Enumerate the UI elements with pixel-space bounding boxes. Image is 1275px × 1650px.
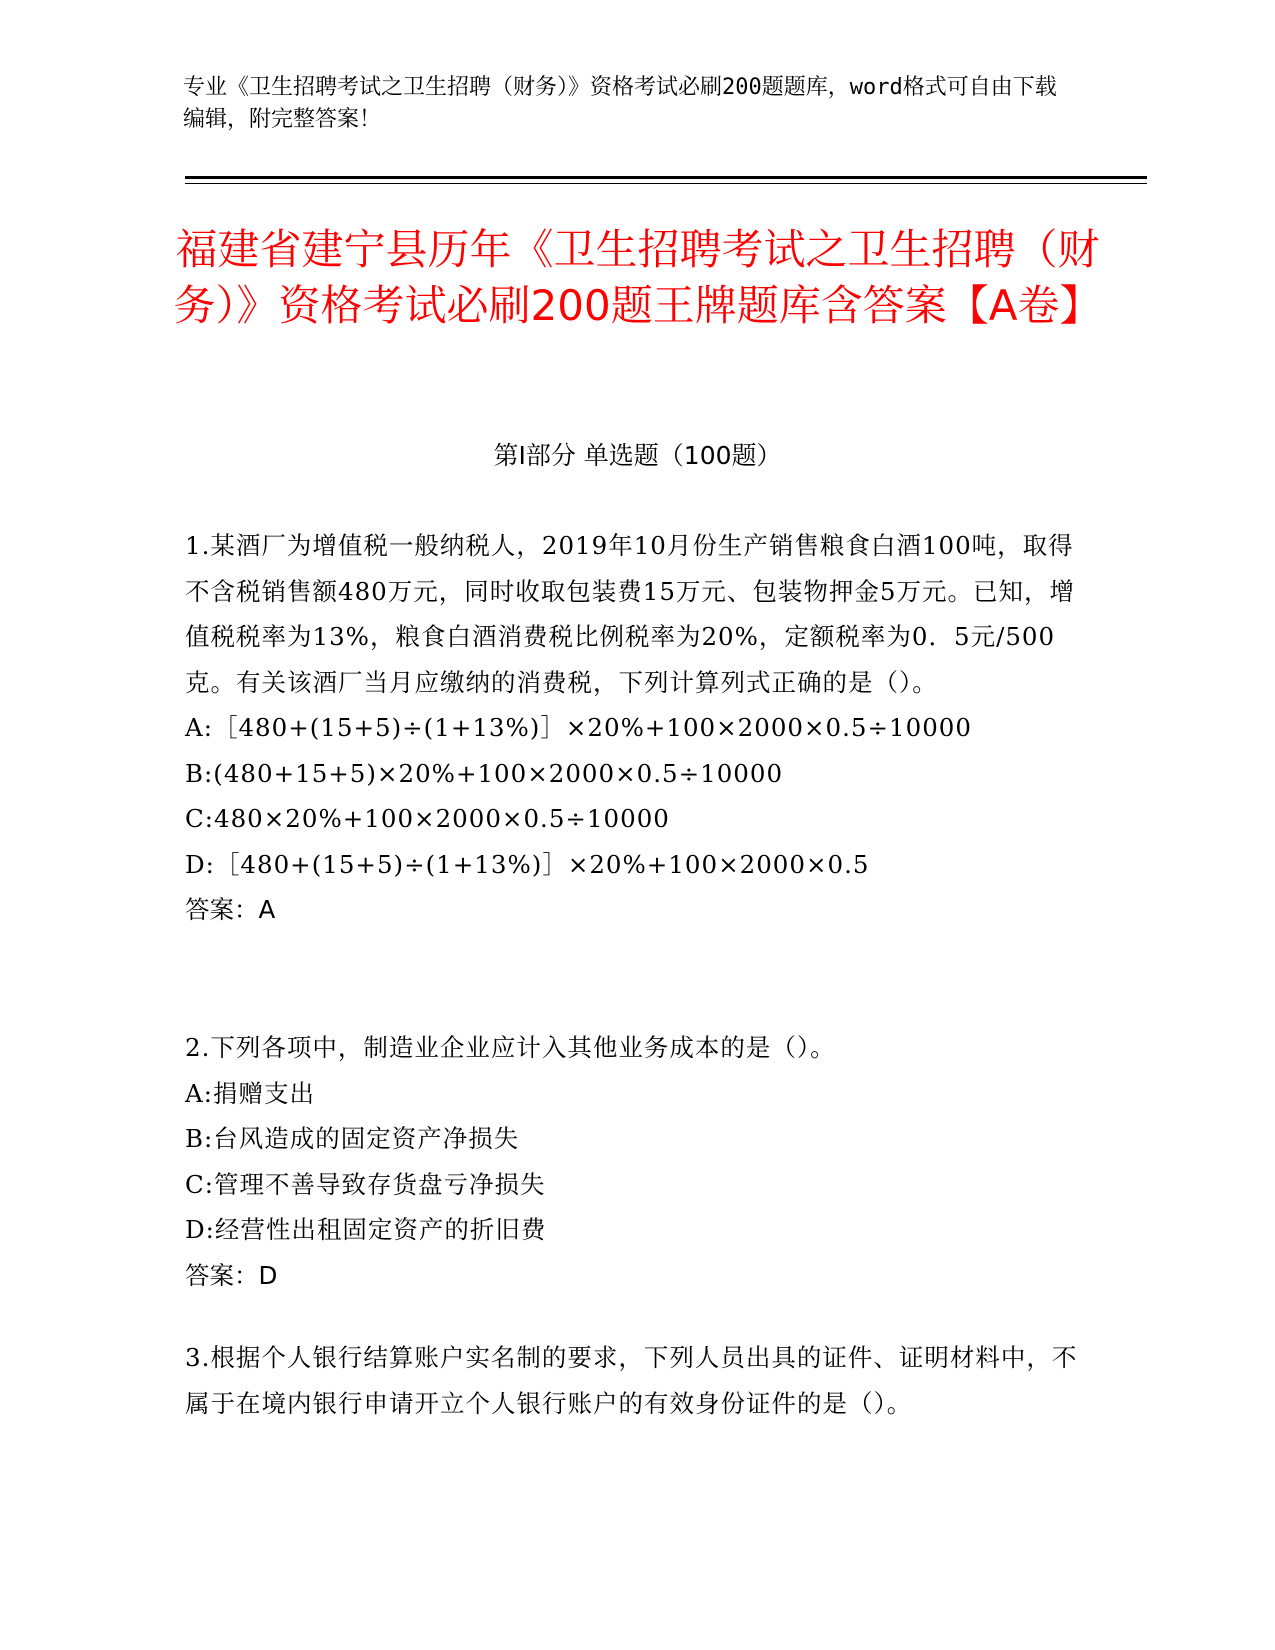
option-c: C:管理不善导致存货盘亏净损失 [185,1169,546,1199]
header-divider-thin [185,183,1147,184]
answer-text: 答案：A [185,895,276,924]
answer-text: 答案：D [185,1260,278,1290]
question-text: 1.某酒厂为增值税一般纳税人，2019年10月份生产销售粮食白酒100吨，取得不含税销售额480万元，同时收取包装费15万元、包装物押金5万元。已知，增值税税率为13%，粮食白酒消费税比例税率为20%，定额税率为0．5元/500克。有关该酒厂当月应缴纳的消费税，下列计算列式正确的是（）。 [185,531,1076,697]
option-b: B:(480+15+5)×20%+100×2000×0.5÷10000 [185,758,784,788]
option-a: A:捐赠支出 [185,1078,315,1108]
header-divider-thick [185,176,1147,179]
question-block [185,523,1080,933]
option-b: B:台风造成的固定资产净损失 [185,1124,520,1153]
option-d: D:经营性出租固定资产的折旧费 [185,1215,547,1244]
question-block [185,1335,1080,1426]
question-text: 2.下列各项中，制造业企业应计入其他业务成本的是（）。 [185,1033,836,1062]
header-note: 专业《卫生招聘考试之卫生招聘（财务）》资格考试必刷200题题库，word格式可自由下载编辑，附完整答案！ [183,75,1057,132]
section-heading: 第I部分 单选题（100题） [493,441,782,470]
option-a: A:［480+(15+5)÷(1+13%)］×20%+100×2000×0.5÷10000 [185,713,972,742]
option-d: D:［480+(15+5)÷(1+13%)］×20%+100×2000×0.5 [185,849,870,879]
question-text: 3.根据个人银行结算账户实名制的要求，下列人员出具的证件、证明材料中，不属于在境内银行申请开立个人银行账户的有效身份证件的是（）。 [185,1343,1078,1418]
option-c: C:480×20%+100×2000×0.5÷10000 [185,804,670,833]
question-block [185,1025,1080,1298]
document-title: 福建省建宁县历年《卫生招聘考试之卫生招聘（财务）》资格考试必刷200题王牌题库含答案【A卷】 [173,225,1102,330]
